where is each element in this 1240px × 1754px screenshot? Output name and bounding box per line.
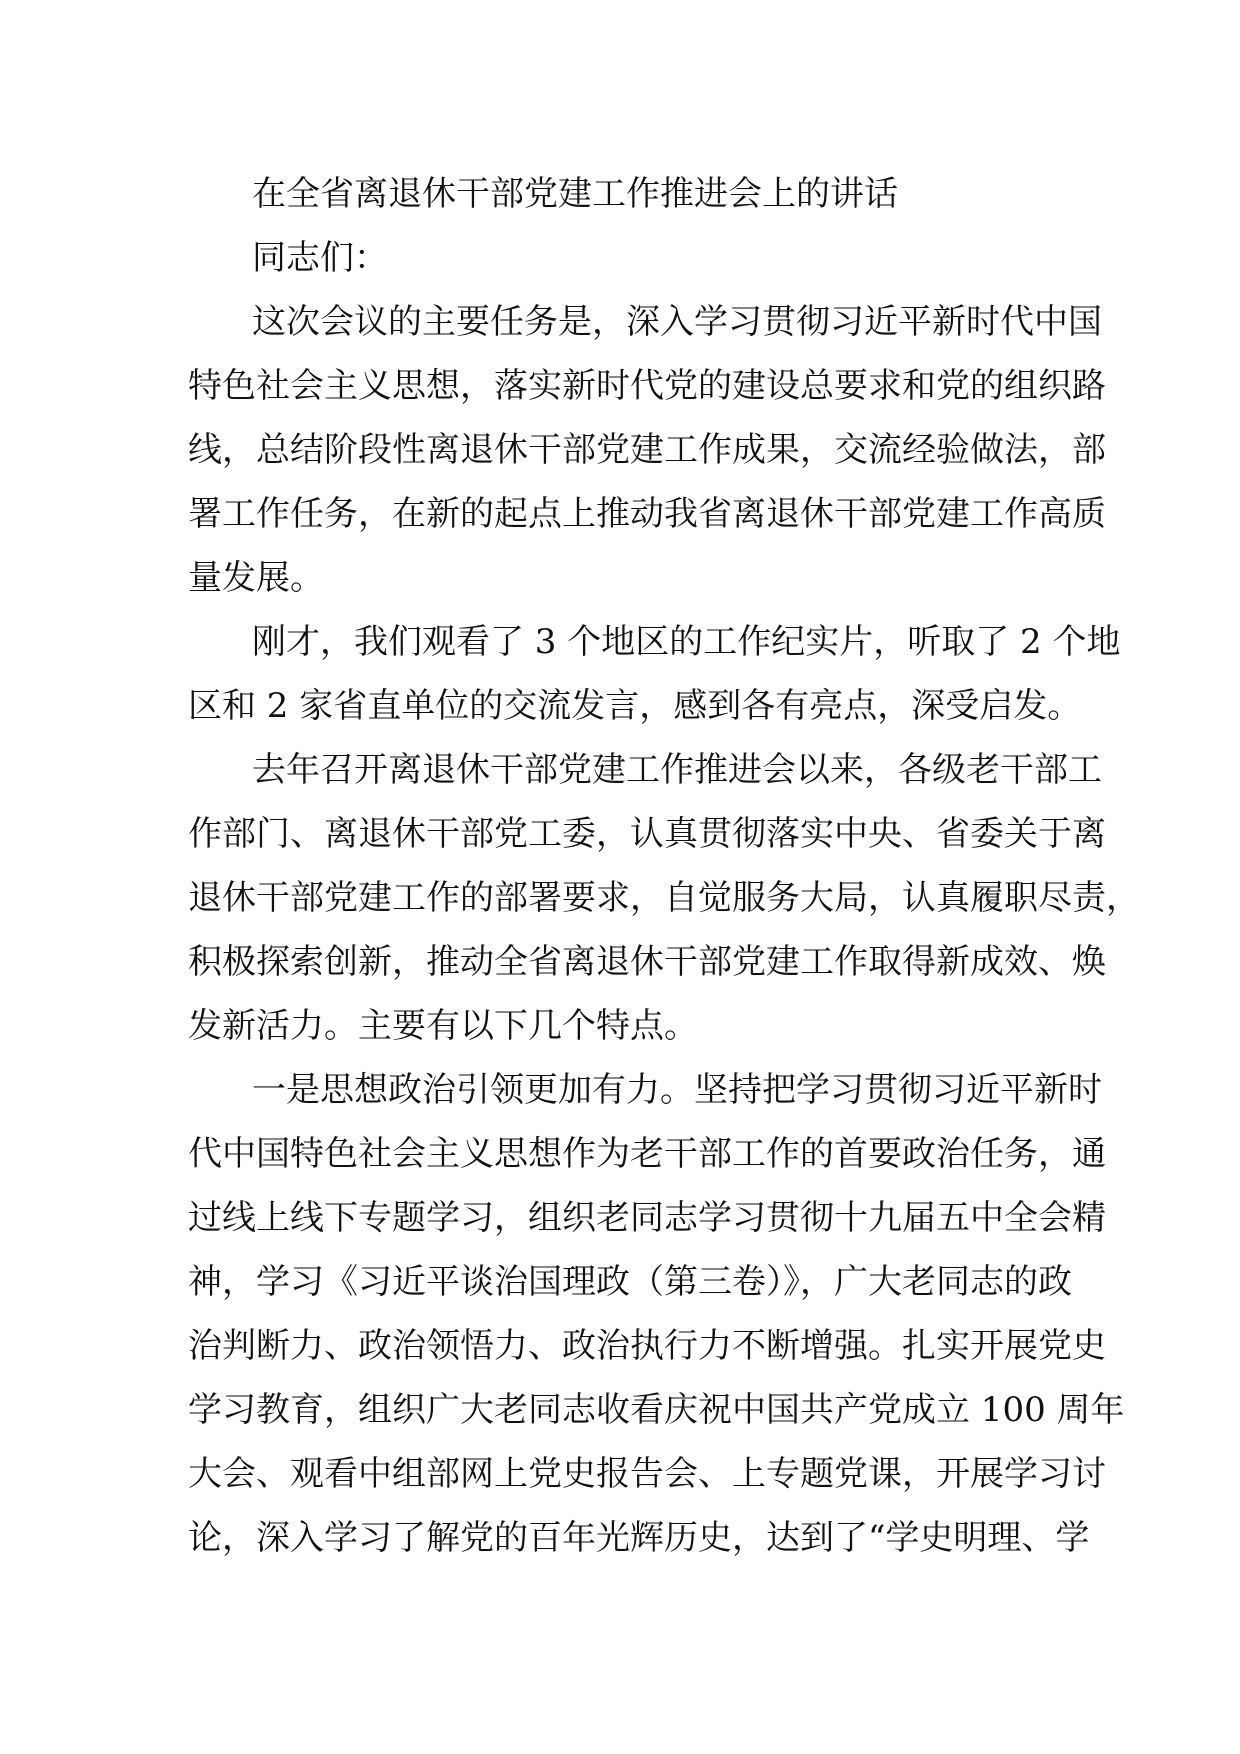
paragraph-line: 一是思想政治引领更加有力。坚持把学习贯彻习近平新时 — [252, 1070, 1102, 1110]
document-title: 在全省离退休干部党建工作推进会上的讲话 — [252, 174, 898, 214]
paragraph-line: 治判断力、政治领悟力、政治执行力不断增强。扎实开展党史 — [188, 1326, 1106, 1366]
paragraph-line: 发新活力。主要有以下几个特点。 — [188, 1006, 698, 1046]
paragraph-line: 作部门、离退休干部党工委，认真贯彻落实中央、省委关于离 — [188, 814, 1106, 854]
paragraph-line: 论，深入学习了解党的百年光辉历史，达到了“学史明理、学 — [188, 1518, 1090, 1558]
paragraph-line: 刚才，我们观看了 3 个地区的工作纪实片，听取了 2 个地 — [252, 622, 1121, 662]
paragraph-4 — [188, 1058, 1125, 1570]
salutation: 同志们： — [252, 238, 388, 278]
paragraph-line: 积极探索创新，推动全省离退休干部党建工作取得新成效、焕 — [188, 942, 1106, 982]
paragraph-line: 过线上线下专题学习，组织老同志学习贯彻十九届五中全会精 — [188, 1198, 1106, 1238]
paragraph-line: 特色社会主义思想，落实新时代党的建设总要求和党的组织路 — [188, 366, 1106, 406]
paragraph-line: 退休干部党建工作的部署要求，自觉服务大局，认真履职尽责， — [188, 878, 1140, 918]
paragraph-3 — [188, 738, 1140, 1058]
paragraph-line: 署工作任务，在新的起点上推动我省离退休干部党建工作高质 — [188, 494, 1106, 534]
paragraph-line: 学习教育，组织广大老同志收看庆祝中国共产党成立 100 周年 — [188, 1390, 1125, 1430]
paragraph-line: 线，总结阶段性离退休干部党建工作成果，交流经验做法，部 — [188, 430, 1106, 470]
paragraph-line: 区和 2 家省直单位的交流发言，感到各有亮点，深受启发。 — [188, 686, 1082, 726]
paragraph-line: 大会、观看中组部网上党史报告会、上专题党课，开展学习讨 — [188, 1454, 1106, 1494]
paragraph-2 — [188, 610, 1121, 738]
paragraph-line: 去年召开离退休干部党建工作推进会以来，各级老干部工 — [252, 750, 1102, 790]
paragraph-line: 这次会议的主要任务是，深入学习贯彻习近平新时代中国 — [252, 302, 1102, 342]
paragraph-line: 神，学习《习近平谈治国理政（第三卷）》，广大老同志的政 — [188, 1262, 1072, 1302]
paragraph-line: 代中国特色社会主义思想作为老干部工作的首要政治任务，通 — [188, 1134, 1106, 1174]
paragraph-1 — [188, 290, 1106, 610]
paragraph-line: 量发展。 — [188, 558, 324, 598]
document-body — [188, 162, 1140, 1570]
